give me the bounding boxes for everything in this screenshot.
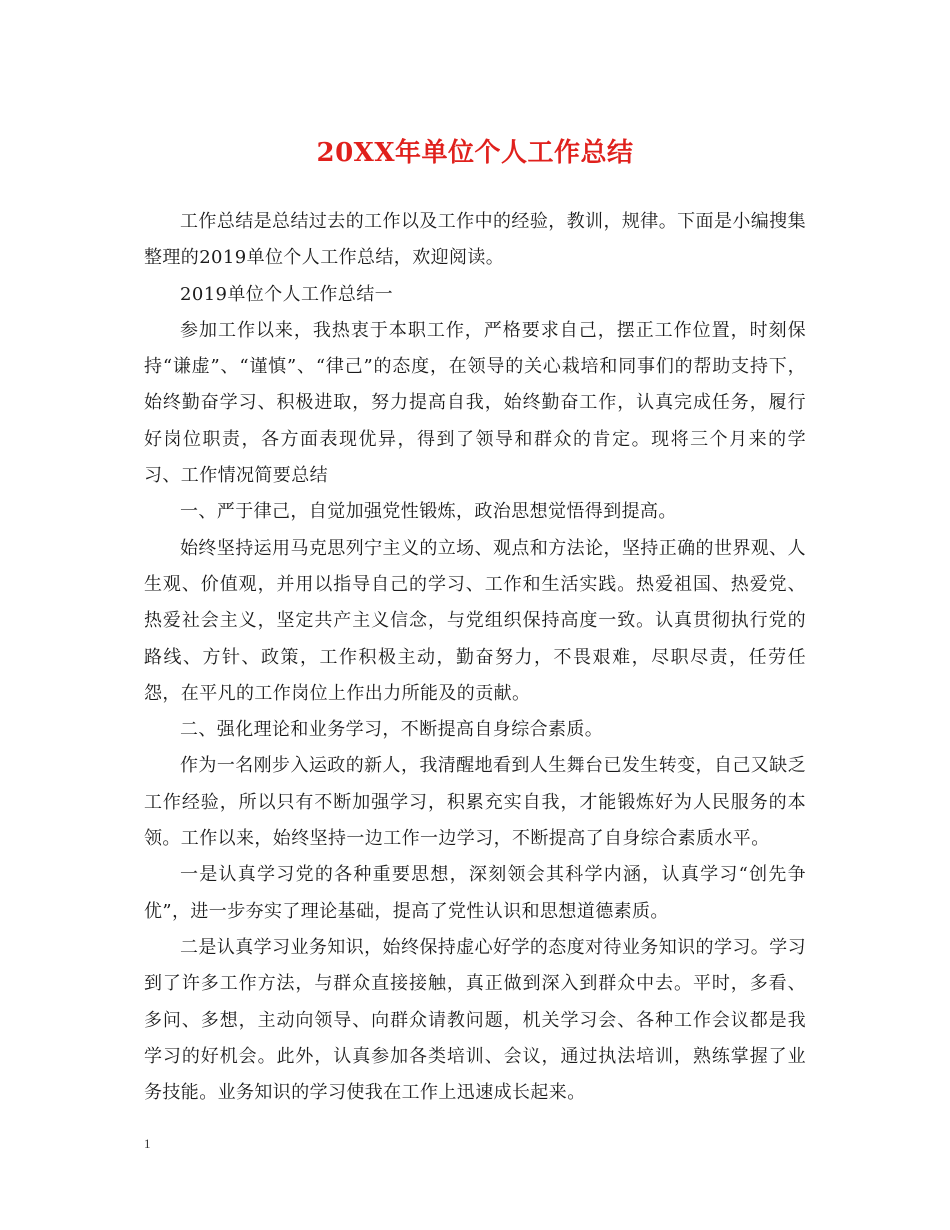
paragraph: 一是认真学习党的各种重要思想，深刻领会其科学内涵，认真学习“创先争优”，进一步夯实了理论基础，提高了党性认识和思想道德素质。 [144, 864, 806, 922]
section-heading: 一、严于律己，自觉加强党性锻炼，政治思想觉悟得到提高。 [180, 501, 677, 523]
paragraph: 作为一名刚步入运政的新人，我清醒地看到人生舞台已发生转变，自己又缺乏工作经验，所以只有不断加强学习，积累充实自我，才能锻炼好为人民服务的本领。工作以来，始终坚持一边工作一边学习，不断提高了自身综合素质水平。 [144, 755, 806, 850]
page-number: 1 [144, 1136, 151, 1151]
section-heading: 2019单位个人工作总结一 [180, 283, 394, 305]
section-heading: 二、强化理论和业务学习，不断提高自身综合素质。 [180, 719, 604, 741]
paragraph: 参加工作以来，我热衷于本职工作，严格要求自己，摆正工作位置，时刻保持“谦虚”、“谨慎”、“律己”的态度，在领导的关心栽培和同事们的帮助支持下，始终勤奋学习、积极进取，努力提高自我，始终勤奋工作，认真完成任务，履行好岗位职责，各方面表现优异，得到了领导和群众的肯定。现将三个月来的学习、工作情况简要总结 [144, 319, 806, 487]
document-body [144, 204, 806, 1111]
paragraph: 始终坚持运用马克思列宁主义的立场、观点和方法论，坚持正确的世界观、人生观、价值观，并用以指导自己的学习、工作和生活实践。热爱祖国、热爱党、热爱社会主义，坚定共产主义信念，与党组织保持高度一致。认真贯彻执行党的路线、方针、政策，工作积极主动，勤奋努力，不畏艰难，尽职尽责，任劳任怨，在平凡的工作岗位上作出力所能及的贡献。 [144, 537, 806, 704]
paragraph-intro: 工作总结是总结过去的工作以及工作中的经验，教训，规律。下面是小编搜集整理的2019单位个人工作总结，欢迎阅读。 [144, 211, 806, 269]
document-title: 20XX年单位个人工作总结 [316, 138, 634, 168]
paragraph: 二是认真学习业务知识，始终保持虚心好学的态度对待业务知识的学习。学习到了许多工作方法，与群众直接接触，真正做到深入到群众中去。平时，多看、多问、多想，主动向领导、向群众请教问题，机关学习会、各种工作会议都是我学习的好机会。此外，认真参加各类培训、会议，通过执法培训，熟练掌握了业务技能。业务知识的学习使我在工作上迅速成长起来。 [144, 936, 806, 1104]
